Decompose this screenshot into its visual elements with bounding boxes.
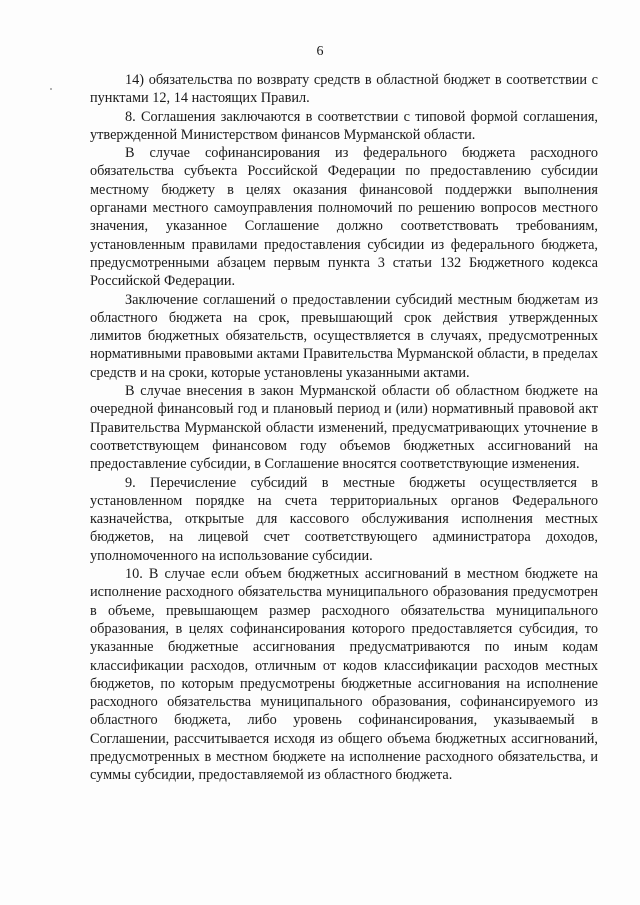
paragraph-item-14: 14) обязательства по возврату средств в областной бюджет в соответствии с пунктами 12, 14 настоящих Правил. — [90, 72, 598, 107]
paragraph-budget-changes: В случае внесения в закон Мурманской области об областном бюджете на очередной финансовый год и плановый период и (или) нормативный правовой акт Правительства Мурманской области изменений, предусматривающих уточнение в соответствующем финансовом году объемов бюджетных ассигнований на предоставление субсидии, в Соглашение вносятся соответствующие изменения. — [90, 383, 598, 473]
page-number: 6 — [316, 44, 324, 59]
paragraph-cofinancing: В случае софинансирования из федерального бюджета расходного обязательства субъекта Российской Федерации по предоставлению субсидии местному бюджету в целях оказания финансовой поддержки выполнения органами местного самоуправления полномочий по решению вопросов местного значения, указанное Соглашение должно соответствовать требованиям, установленным правилами предоставления субсидии из федерального бюджета, предусмотренными абзацем первым пункта 3 статьи 132 Бюджетного кодекса Российской Федерации. — [90, 145, 598, 290]
document-body — [90, 71, 598, 785]
scan-speck — [50, 88, 52, 90]
paragraph-clause-10: 10. В случае если объем бюджетных ассигнований в местном бюджете на исполнение расходного обязательства муниципального образования предусмотрен в объеме, превышающем размер расходного обязательства муниципального образования, в целях софинансирования которого предоставляется субсидия, то указанные бюджетные ассигнования предусматриваются по иным кодам классификации расходов, отличным от кодов классификации расходов местных бюджетов, по которым предусмотрены бюджетные ассигнования на исполнение расходного обязательства муниципального образования, софинансируемого из областного бюджета, либо уровень софинансирования, указываемый в Соглашении, рассчитывается исходя из общего объема бюджетных ассигнований, предусмотренных в местном бюджете на исполнение расходного обязательства, и суммы субсидии, предоставляемой из областного бюджета. — [90, 566, 598, 784]
paragraph-clause-9: 9. Перечисление субсидий в местные бюджеты осуществляется в установленном порядке на счета территориальных органов Федерального казначейства, открытые для кассового обслуживания исполнения местных бюджетов, на лицевой счет соответствующего администратора доходов, уполномоченного на использование субсидии. — [90, 474, 598, 564]
paragraph-agreement-term: Заключение соглашений о предоставлении субсидий местным бюджетам из областного бюджета на срок, превышающий срок действия утвержденных лимитов бюджетных обязательств, осуществляется в случаях, предусмотренных нормативными правовыми актами Правительства Мурманской области, в пределах средств и на сроки, которые установлены указанными актами. — [90, 291, 598, 381]
paragraph-clause-8: 8. Соглашения заключаются в соответствии с типовой формой соглашения, утвержденной Министерством финансов Мурманской области. — [90, 108, 598, 143]
